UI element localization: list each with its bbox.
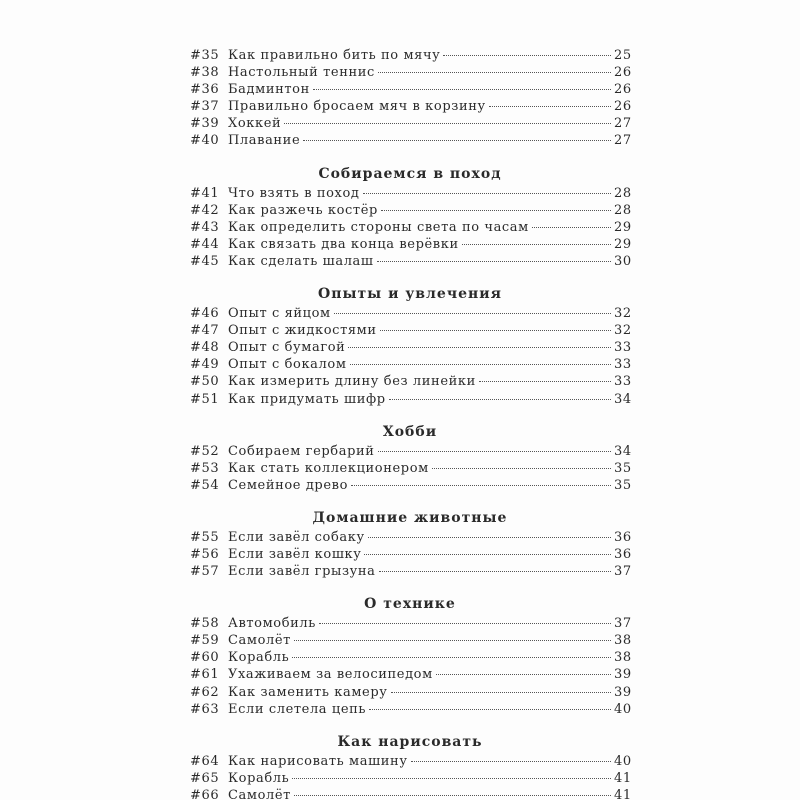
toc-entry bbox=[190, 632, 630, 649]
entry-page-number: 32 bbox=[614, 306, 632, 322]
toc-section bbox=[190, 509, 630, 580]
toc-entry bbox=[190, 460, 630, 477]
entry-page-number: 40 bbox=[614, 701, 632, 717]
toc-entry bbox=[190, 185, 630, 202]
section-title: Опыты и увлечения bbox=[318, 286, 502, 303]
entry-number: #61 bbox=[190, 667, 220, 683]
entry-number: #42 bbox=[190, 202, 220, 218]
section-title: Как нарисовать bbox=[337, 733, 483, 750]
toc-entry bbox=[190, 356, 630, 373]
entry-number: #45 bbox=[190, 253, 220, 269]
toc-section bbox=[190, 285, 630, 408]
entry-number: #57 bbox=[190, 564, 220, 580]
dot-leader bbox=[313, 89, 611, 90]
dot-leader bbox=[389, 399, 611, 400]
entry-number: #53 bbox=[190, 460, 220, 476]
toc-entry bbox=[190, 64, 630, 81]
dot-leader bbox=[294, 795, 611, 796]
table-of-contents bbox=[190, 47, 630, 804]
dot-leader bbox=[377, 261, 611, 262]
entry-number: #44 bbox=[190, 236, 220, 252]
toc-entry bbox=[190, 701, 630, 718]
entry-title: Как сделать шалаш bbox=[228, 253, 374, 269]
dot-leader bbox=[462, 244, 611, 245]
entry-title: Опыт с бумагой bbox=[228, 340, 346, 356]
dot-leader bbox=[348, 347, 611, 348]
toc-entry bbox=[190, 477, 630, 494]
toc-entry bbox=[190, 373, 630, 390]
entry-title: Автомобиль bbox=[228, 616, 316, 632]
entry-number: #49 bbox=[190, 357, 220, 373]
toc-section bbox=[190, 595, 630, 718]
toc-entry bbox=[190, 98, 630, 115]
entry-number: #48 bbox=[190, 340, 220, 356]
entry-page-number: 33 bbox=[614, 357, 632, 373]
entry-page-number: 37 bbox=[614, 616, 632, 632]
dot-leader bbox=[351, 485, 611, 486]
entry-number: #41 bbox=[190, 185, 220, 201]
toc-entry bbox=[190, 391, 630, 408]
toc-entry bbox=[190, 305, 630, 322]
entry-page-number: 30 bbox=[614, 253, 632, 269]
dot-leader bbox=[432, 468, 611, 469]
dot-leader bbox=[363, 193, 611, 194]
entry-page-number: 26 bbox=[614, 65, 632, 81]
dot-leader bbox=[368, 537, 611, 538]
toc-entry bbox=[190, 253, 630, 270]
toc-entry bbox=[190, 115, 630, 132]
entry-number: #46 bbox=[190, 306, 220, 322]
toc-section bbox=[190, 47, 630, 150]
toc-entry bbox=[190, 132, 630, 149]
entry-number: #62 bbox=[190, 684, 220, 700]
entry-page-number: 27 bbox=[614, 116, 632, 132]
dot-leader bbox=[380, 330, 611, 331]
entry-number: #56 bbox=[190, 546, 220, 562]
toc-entry bbox=[190, 770, 630, 787]
entry-title: Правильно бросаем мяч в корзину bbox=[228, 99, 486, 115]
section-title: Домашние животные bbox=[312, 509, 508, 526]
entry-page-number: 40 bbox=[614, 753, 632, 769]
dot-leader bbox=[292, 778, 611, 779]
entry-title: Если завёл кошку bbox=[228, 546, 362, 562]
entry-page-number: 35 bbox=[614, 460, 632, 476]
dot-leader bbox=[411, 761, 611, 762]
entry-title: Что взять в поход bbox=[228, 185, 360, 201]
dot-leader bbox=[378, 72, 611, 73]
dot-leader bbox=[294, 640, 611, 641]
entry-page-number: 27 bbox=[614, 133, 632, 149]
dot-leader bbox=[378, 451, 611, 452]
entry-number: #51 bbox=[190, 391, 220, 407]
entry-number: #65 bbox=[190, 770, 220, 786]
entry-title: Бадминтон bbox=[228, 82, 310, 98]
entry-title: Если завёл собаку bbox=[228, 529, 365, 545]
entry-page-number: 41 bbox=[614, 787, 632, 803]
entry-page-number: 36 bbox=[614, 529, 632, 545]
toc-entry bbox=[190, 322, 630, 339]
entry-number: #38 bbox=[190, 65, 220, 81]
dot-leader bbox=[369, 709, 611, 710]
entry-number: #47 bbox=[190, 323, 220, 339]
entry-page-number: 33 bbox=[614, 374, 632, 390]
entry-page-number: 39 bbox=[614, 667, 632, 683]
dot-leader bbox=[436, 674, 611, 675]
entry-number: #37 bbox=[190, 99, 220, 115]
dot-leader bbox=[350, 364, 611, 365]
toc-section bbox=[190, 423, 630, 494]
entry-page-number: 37 bbox=[614, 564, 632, 580]
entry-page-number: 34 bbox=[614, 443, 632, 459]
entry-number: #52 bbox=[190, 443, 220, 459]
toc-entry bbox=[190, 546, 630, 563]
dot-leader bbox=[284, 123, 611, 124]
section-title: Хобби bbox=[382, 423, 438, 440]
entry-page-number: 38 bbox=[614, 650, 632, 666]
entry-page-number: 38 bbox=[614, 633, 632, 649]
entry-number: #36 bbox=[190, 82, 220, 98]
entry-title: Если слетела цепь bbox=[228, 701, 367, 717]
entry-title: Самолёт bbox=[228, 633, 291, 649]
entry-title: Как нарисовать машину bbox=[228, 753, 408, 769]
entry-page-number: 29 bbox=[614, 219, 632, 235]
entry-title: Хоккей bbox=[228, 116, 282, 132]
entry-title: Как связать два конца верёвки bbox=[228, 236, 459, 252]
entry-number: #55 bbox=[190, 529, 220, 545]
dot-leader bbox=[364, 554, 611, 555]
toc-section bbox=[190, 733, 630, 804]
entry-page-number: 25 bbox=[614, 48, 632, 63]
entry-number: #39 bbox=[190, 116, 220, 132]
dot-leader bbox=[489, 106, 611, 107]
entry-title: Семейное древо bbox=[228, 477, 348, 493]
dot-leader bbox=[391, 692, 612, 693]
entry-page-number: 29 bbox=[614, 236, 632, 252]
entry-number: #40 bbox=[190, 133, 220, 149]
dot-leader bbox=[479, 381, 611, 382]
section-title: О технике bbox=[364, 596, 456, 613]
entry-title: Собираем гербарий bbox=[228, 443, 375, 459]
toc-entry bbox=[190, 47, 630, 64]
entry-number: #35 bbox=[190, 48, 220, 63]
entry-title: Как правильно бить по мячу bbox=[228, 48, 441, 63]
entry-title: Плавание bbox=[228, 133, 301, 149]
entry-page-number: 32 bbox=[614, 323, 632, 339]
toc-entry bbox=[190, 753, 630, 770]
toc-entry bbox=[190, 615, 630, 632]
entry-page-number: 28 bbox=[614, 185, 632, 201]
toc-entry bbox=[190, 443, 630, 460]
entry-number: #43 bbox=[190, 219, 220, 235]
entry-number: #63 bbox=[190, 701, 220, 717]
dot-leader bbox=[319, 623, 611, 624]
entry-page-number: 26 bbox=[614, 82, 632, 98]
entry-number: #66 bbox=[190, 787, 220, 803]
dot-leader bbox=[532, 227, 611, 228]
dot-leader bbox=[303, 140, 611, 141]
entry-page-number: 39 bbox=[614, 684, 632, 700]
dot-leader bbox=[381, 210, 611, 211]
entry-title: Опыт с бокалом bbox=[228, 357, 347, 373]
entry-page-number: 36 bbox=[614, 546, 632, 562]
entry-title: Как определить стороны света по часам bbox=[228, 219, 529, 235]
dot-leader bbox=[379, 571, 611, 572]
entry-page-number: 26 bbox=[614, 99, 632, 115]
section-title: Собираемся в поход bbox=[318, 165, 502, 182]
entry-number: #58 bbox=[190, 616, 220, 632]
entry-title: Настольный теннис bbox=[228, 65, 375, 81]
entry-title: Ухаживаем за велосипедом bbox=[228, 667, 433, 683]
toc-entry bbox=[190, 787, 630, 804]
entry-page-number: 28 bbox=[614, 202, 632, 218]
entry-number: #54 bbox=[190, 477, 220, 493]
entry-title: Самолёт bbox=[228, 787, 291, 803]
dot-leader bbox=[443, 55, 611, 56]
entry-title: Корабль bbox=[228, 770, 290, 786]
entry-number: #50 bbox=[190, 374, 220, 390]
toc-entry bbox=[190, 202, 630, 219]
entry-title: Как разжечь костёр bbox=[228, 202, 378, 218]
toc-entry bbox=[190, 339, 630, 356]
entry-number: #60 bbox=[190, 650, 220, 666]
entry-page-number: 34 bbox=[614, 391, 632, 407]
toc-entry bbox=[190, 684, 630, 701]
entry-title: Опыт с яйцом bbox=[228, 306, 331, 322]
toc-entry bbox=[190, 81, 630, 98]
entry-page-number: 35 bbox=[614, 477, 632, 493]
entry-title: Как измерить длину без линейки bbox=[228, 374, 476, 390]
toc-entry bbox=[190, 529, 630, 546]
toc-entry bbox=[190, 219, 630, 236]
toc-entry bbox=[190, 666, 630, 683]
entry-title: Как придумать шифр bbox=[228, 391, 386, 407]
entry-number: #64 bbox=[190, 753, 220, 769]
entry-page-number: 33 bbox=[614, 340, 632, 356]
entry-title: Если завёл грызуна bbox=[228, 564, 376, 580]
entry-page-number: 41 bbox=[614, 770, 632, 786]
toc-entry bbox=[190, 649, 630, 666]
toc-entry bbox=[190, 236, 630, 253]
entry-title: Корабль bbox=[228, 650, 290, 666]
entry-number: #59 bbox=[190, 633, 220, 649]
toc-section bbox=[190, 165, 630, 270]
entry-title: Опыт с жидкостями bbox=[228, 323, 377, 339]
dot-leader bbox=[292, 657, 611, 658]
dot-leader bbox=[334, 313, 611, 314]
toc-entry bbox=[190, 563, 630, 580]
entry-title: Как заменить камеру bbox=[228, 684, 388, 700]
entry-title: Как стать коллекционером bbox=[228, 460, 429, 476]
